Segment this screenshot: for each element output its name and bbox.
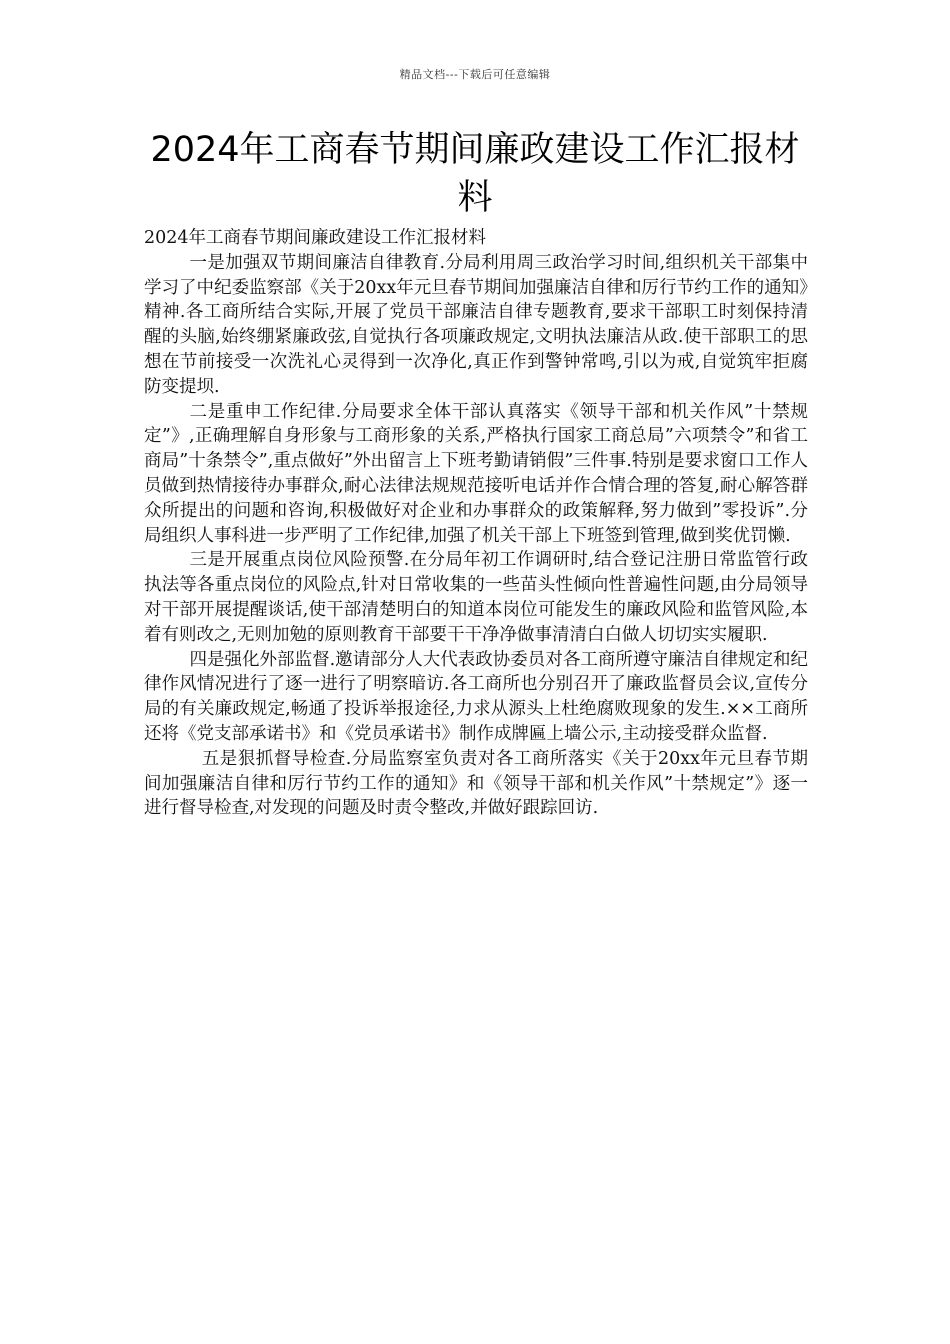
paragraph-3: 三是开展重点岗位风险预警.在分局年初工作调研时,结合登记注册日常监管行政执法等各重点岗位的风险点,针对日常收集的一些苗头性倾向性普遍性问题,由分局领导对干部开展提醒谈话,使干部清楚明白的知道本岗位可能发生的廉政风险和监管风险,本着有则改之,无则加勉的原则教育干部要干干净净做事清清白白做人切切实实履职. [144, 550, 808, 645]
document-subtitle: 2024年工商春节期间廉政建设工作汇报材料 [144, 228, 487, 248]
document-body [144, 226, 808, 821]
paragraph-1: 一是加强双节期间廉洁自律教育.分局利用周三政治学习时间,组织机关干部集中学习了中纪委监察部《关于20xx年元旦春节期间加强廉洁自律和厉行节约工作的通知》精神.各工商所结合实际,开展了党员干部廉洁自律专题教育,要求干部职工时刻保持清醒的头脑,始终绷紧廉政弦,自觉执行各项廉政规定,文明执法廉洁从政.使干部职工的思想在节前接受一次洗礼心灵得到一次净化,真正作到警钟常鸣,引以为戒,自觉筑牢拒腐防变提坝. [144, 252, 808, 397]
paragraph-2: 二是重申工作纪律.分局要求全体干部认真落实《领导干部和机关作风”十禁规定”》,正确理解自身形象与工商形象的关系,严格执行国家工商总局”六项禁令”和省工商局”十条禁令”,重点做好”外出留言上下班考勤请销假”三件事.特别是要求窗口工作人员做到热情接待办事群众,耐心法律法规规范接听电话并作合情合理的答复,耐心解答群众所提出的问题和咨询,积极做好对企业和办事群众的政策解释,努力做到”零投诉”.分局组织人事科进一步严明了工作纪律,加强了机关干部上下班签到管理,做到奖优罚懒. [144, 401, 808, 546]
document-title: 2024年工商春节期间廉政建设工作汇报材料 [150, 130, 800, 218]
paragraph-5: 五是狠抓督导检查.分局监察室负责对各工商所落实《关于20xx年元旦春节期间加强廉洁自律和厉行节约工作的通知》和《领导干部和机关作风”十禁规定”》逐一进行督导检查,对发现的问题及时责令整改,并做好跟踪回访. [144, 748, 808, 819]
header-note: 精品文档---下载后可任意编辑 [399, 68, 551, 81]
paragraph-4: 四是强化外部监督.邀请部分人大代表政协委员对各工商所遵守廉洁自律规定和纪律作风情况进行了逐一进行了明察暗访.各工商所也分别召开了廉政监督员会议,宣传分局的有关廉政规定,畅通了投诉举报途径,力求从源头上杜绝腐败现象的发生.××工商所还将《党支部承诺书》和《党员承诺书》制作成牌匾上墙公示,主动接受群众监督. [144, 649, 808, 744]
